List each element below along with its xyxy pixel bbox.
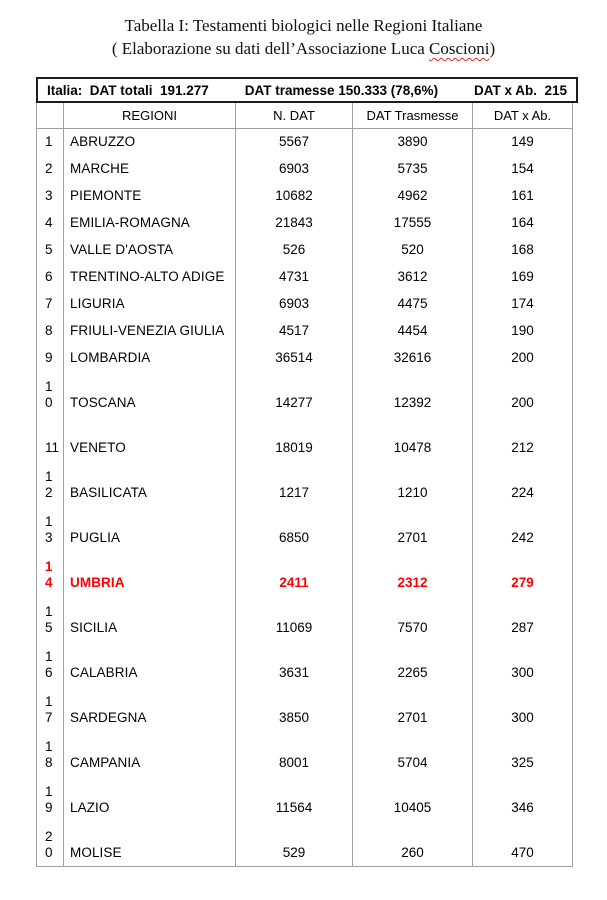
table-row-puglia [37, 506, 573, 551]
summary-dat-tramesse: DAT tramesse 150.333 (78,6%) [244, 82, 439, 98]
region-name-cell: FRIULI-VENEZIA GIULIA [64, 317, 236, 344]
dat-per-ab-cell: 190 [473, 317, 573, 344]
region-name-cell: PUGLIA [64, 506, 236, 551]
region-name-cell: LOMBARDIA [64, 344, 236, 371]
dat-per-ab-cell: 287 [473, 596, 573, 641]
table-row-umbria [37, 551, 573, 596]
table-subtitle [0, 37, 607, 60]
n-dat-cell: 4731 [236, 263, 353, 290]
row-number-cell: 5 [37, 236, 64, 263]
dat-trasmesse-cell: 7570 [353, 596, 473, 641]
subtitle-prefix: ( Elaborazione su dati dell’Associazione Luca [111, 39, 430, 58]
row-number-cell: 8 [37, 317, 64, 344]
row-number-cell: 11 [37, 416, 64, 461]
dat-trasmesse-cell: 4454 [353, 317, 473, 344]
n-dat-cell: 6850 [236, 506, 353, 551]
subtitle-suffix: ) [489, 39, 496, 58]
row-number-cell: 2 [37, 155, 64, 182]
table-row-calabria [37, 641, 573, 686]
dat-trasmesse-cell: 2265 [353, 641, 473, 686]
n-dat-cell: 3631 [236, 641, 353, 686]
dat-trasmesse-cell: 2701 [353, 686, 473, 731]
header-cell-dat-trasmesse: DAT Trasmesse [353, 103, 473, 128]
header-cell-rownum [37, 103, 64, 128]
summary-dat-per-abitante: DAT x Ab. 215 [473, 82, 567, 98]
region-name-cell: EMILIA-ROMAGNA [64, 209, 236, 236]
dat-per-ab-cell: 346 [473, 776, 573, 821]
dat-per-ab-cell: 149 [473, 128, 573, 155]
region-name-cell: SICILIA [64, 596, 236, 641]
table-row-trentino-alto-adige [37, 263, 573, 290]
dat-trasmesse-cell: 5735 [353, 155, 473, 182]
table-row-basilicata [37, 461, 573, 506]
row-number-cell: 1 [37, 128, 64, 155]
region-name-cell: CAMPANIA [64, 731, 236, 776]
table-row-liguria [37, 290, 573, 317]
table-row-sardegna [37, 686, 573, 731]
n-dat-cell: 529 [236, 821, 353, 866]
table-title: Tabella I: Testamenti biologici nelle Regioni Italiane [124, 16, 483, 35]
dat-trasmesse-cell: 3612 [353, 263, 473, 290]
table-row-friuli-venezia-giulia [37, 317, 573, 344]
region-name-cell: UMBRIA [64, 551, 236, 596]
dat-trasmesse-cell: 2312 [353, 551, 473, 596]
n-dat-cell: 18019 [236, 416, 353, 461]
region-name-cell: MARCHE [64, 155, 236, 182]
dat-per-ab-cell: 164 [473, 209, 573, 236]
dat-per-ab-cell: 154 [473, 155, 573, 182]
table-row-sicilia [37, 596, 573, 641]
row-number-cell: 16 [37, 641, 64, 686]
n-dat-cell: 36514 [236, 344, 353, 371]
table-header-row [37, 103, 573, 128]
dat-per-ab-cell: 224 [473, 461, 573, 506]
row-number-cell: 15 [37, 596, 64, 641]
header-cell-regioni: REGIONI [64, 103, 236, 128]
n-dat-cell: 5567 [236, 128, 353, 155]
row-number-cell: 6 [37, 263, 64, 290]
dat-trasmesse-cell: 17555 [353, 209, 473, 236]
table-row-abruzzo [37, 128, 573, 155]
spellcheck-marked-word: Coscioni [429, 39, 490, 58]
header-cell-dat-x-ab-: DAT x Ab. [473, 103, 573, 128]
dat-trasmesse-cell: 2701 [353, 506, 473, 551]
region-name-cell: LAZIO [64, 776, 236, 821]
dat-per-ab-cell: 161 [473, 182, 573, 209]
region-name-cell: LIGURIA [64, 290, 236, 317]
region-name-cell: TOSCANA [64, 371, 236, 416]
row-number-cell: 19 [37, 776, 64, 821]
n-dat-cell: 1217 [236, 461, 353, 506]
dat-trasmesse-cell: 10478 [353, 416, 473, 461]
summary-italia-totals: Italia: DAT totali 191.277 [47, 82, 209, 98]
header-cell-n-dat: N. DAT [236, 103, 353, 128]
n-dat-cell: 6903 [236, 155, 353, 182]
table-row-molise [37, 821, 573, 866]
dat-per-ab-cell: 300 [473, 686, 573, 731]
region-name-cell: VENETO [64, 416, 236, 461]
dat-per-ab-cell: 242 [473, 506, 573, 551]
row-number-cell: 4 [37, 209, 64, 236]
table-row-lombardia [37, 344, 573, 371]
row-number-cell: 20 [37, 821, 64, 866]
dat-trasmesse-cell: 1210 [353, 461, 473, 506]
row-number-cell: 18 [37, 731, 64, 776]
n-dat-cell: 526 [236, 236, 353, 263]
row-number-cell: 14 [37, 551, 64, 596]
dat-trasmesse-cell: 4962 [353, 182, 473, 209]
italy-summary-bar [36, 77, 578, 103]
dat-per-ab-cell: 169 [473, 263, 573, 290]
region-name-cell: ABRUZZO [64, 128, 236, 155]
region-name-cell: CALABRIA [64, 641, 236, 686]
dat-trasmesse-cell: 260 [353, 821, 473, 866]
table-row-piemonte [37, 182, 573, 209]
dat-per-ab-cell: 200 [473, 371, 573, 416]
n-dat-cell: 11069 [236, 596, 353, 641]
region-name-cell: SARDEGNA [64, 686, 236, 731]
region-name-cell: MOLISE [64, 821, 236, 866]
dat-per-ab-cell: 300 [473, 641, 573, 686]
dat-trasmesse-cell: 3890 [353, 128, 473, 155]
dat-trasmesse-cell: 10405 [353, 776, 473, 821]
row-number-cell: 3 [37, 182, 64, 209]
n-dat-cell: 6903 [236, 290, 353, 317]
regions-table [36, 103, 573, 867]
region-name-cell: VALLE D'AOSTA [64, 236, 236, 263]
row-number-cell: 17 [37, 686, 64, 731]
dat-per-ab-cell: 325 [473, 731, 573, 776]
dat-per-ab-cell: 174 [473, 290, 573, 317]
n-dat-cell: 4517 [236, 317, 353, 344]
dat-per-ab-cell: 168 [473, 236, 573, 263]
table-row-valle-d-aosta [37, 236, 573, 263]
region-name-cell: PIEMONTE [64, 182, 236, 209]
dat-per-ab-cell: 212 [473, 416, 573, 461]
dat-per-ab-cell: 200 [473, 344, 573, 371]
table-row-veneto [37, 416, 573, 461]
table-row-lazio [37, 776, 573, 821]
row-number-cell: 12 [37, 461, 64, 506]
table-row-campania [37, 731, 573, 776]
n-dat-cell: 2411 [236, 551, 353, 596]
row-number-cell: 13 [37, 506, 64, 551]
dat-trasmesse-cell: 520 [353, 236, 473, 263]
n-dat-cell: 11564 [236, 776, 353, 821]
row-number-cell: 10 [37, 371, 64, 416]
n-dat-cell: 14277 [236, 371, 353, 416]
n-dat-cell: 3850 [236, 686, 353, 731]
region-name-cell: TRENTINO-ALTO ADIGE [64, 263, 236, 290]
dat-trasmesse-cell: 12392 [353, 371, 473, 416]
table-row-emilia-romagna [37, 209, 573, 236]
title-block [0, 0, 607, 60]
dat-per-ab-cell: 470 [473, 821, 573, 866]
n-dat-cell: 8001 [236, 731, 353, 776]
dat-trasmesse-cell: 4475 [353, 290, 473, 317]
region-name-cell: BASILICATA [64, 461, 236, 506]
dat-per-ab-cell: 279 [473, 551, 573, 596]
n-dat-cell: 10682 [236, 182, 353, 209]
row-number-cell: 9 [37, 344, 64, 371]
n-dat-cell: 21843 [236, 209, 353, 236]
dat-trasmesse-cell: 5704 [353, 731, 473, 776]
table-row-marche [37, 155, 573, 182]
dat-trasmesse-cell: 32616 [353, 344, 473, 371]
table-row-toscana [37, 371, 573, 416]
row-number-cell: 7 [37, 290, 64, 317]
